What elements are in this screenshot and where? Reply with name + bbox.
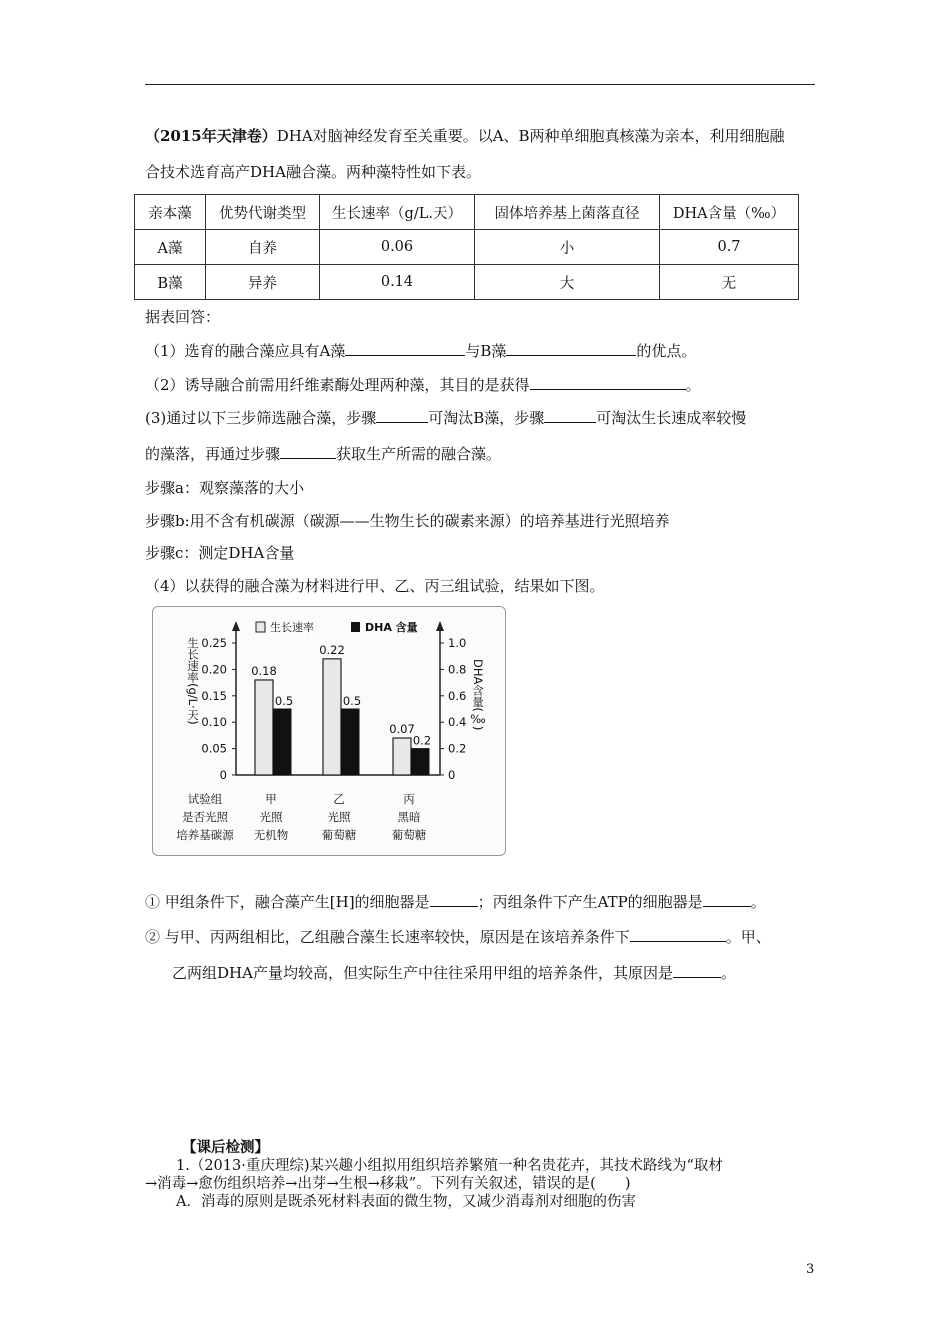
bar-dha-content [341, 709, 359, 775]
question-4: （4）以获得的融合藻为材料进行甲、乙、丙三组试验，结果如下图。 [145, 577, 605, 595]
category-label: 葡萄糖 [321, 828, 357, 842]
table-row [135, 265, 799, 300]
homework-q1-line-2: →消毒→愈伤组织培养→出芽→生根→移栽”。下列有关叙述，错误的是( ) [145, 1176, 631, 1192]
sub-question-1 [145, 891, 766, 912]
table-cell: 小 [475, 230, 660, 265]
q1-text-c: 的优点。 [636, 342, 697, 360]
table-cell: 0.14 [320, 265, 475, 300]
page-number: 3 [806, 1262, 815, 1277]
table-header-cell: 固体培养基上菌落直径 [475, 195, 660, 230]
answer-blank[interactable] [630, 926, 726, 942]
bar-value-label: 0.5 [274, 694, 294, 708]
sub2-text-c: 乙两组DHA产量均较高，但实际生产中往往采用甲组的培养条件，其原因是 [172, 964, 673, 982]
q3-text-e: 获取生产所需的融合藻。 [336, 445, 502, 463]
y-axis-title-right: DHA含量(‰) [471, 659, 485, 731]
row-label: 是否光照 [182, 810, 228, 824]
question-3-line-2 [145, 443, 501, 464]
category-label: 甲 [265, 792, 277, 806]
table-cell: 无 [660, 265, 799, 300]
y-tick-label-left: 0.15 [201, 688, 227, 703]
row-label: 试验组 [187, 792, 223, 806]
legend-label-dha: DHA 含量 [365, 621, 418, 634]
bar-value-label: 0.5 [342, 694, 362, 708]
bar-value-label: 0.18 [251, 663, 277, 678]
category-label: 乙 [333, 792, 345, 806]
q1-text-b: 与B藻 [465, 342, 507, 360]
y-tick-label-right: 0.2 [448, 741, 467, 756]
q2-text-a: （2）诱导融合前需用纤维素酶处理两种藻，其目的是获得 [145, 376, 530, 394]
y-tick-label-right: 1.0 [448, 636, 467, 650]
y-axis-title-left: 生长速率(g/L·天) [186, 637, 200, 725]
intro-text: DHA对脑神经发育至关重要。以A、B两种单细胞真核藻为亲本，利用细胞融 [276, 127, 785, 145]
q3-text-d: 的藻落，再通过步骤 [145, 445, 281, 463]
q1-text-a: （1）选育的融合藻应具有A藻 [145, 342, 346, 360]
sub1-text-b: ；丙组条件下产生ATP的细胞器是 [477, 893, 703, 911]
homework-title: 【课后检测】 [182, 1139, 269, 1156]
category-label: 丙 [403, 792, 415, 806]
sub1-text-a: ① 甲组条件下，融合藻产生[H]的细胞器是 [145, 893, 430, 911]
step-b: 步骤b:用不含有机碳源（碳源——生物生长的碳素来源）的培养基进行光照培养 [145, 512, 670, 530]
homework-option-a: A．消毒的原则是既杀死材料表面的微生物，又减少消毒剂对细胞的伤害 [176, 1194, 636, 1210]
sub-question-2-line-2 [172, 962, 736, 983]
answer-prompt: 据表回答： [145, 308, 221, 326]
right-axis-arrow [436, 621, 444, 631]
answer-blank[interactable] [280, 443, 336, 459]
answer-blank[interactable] [506, 340, 636, 356]
chart-frame [152, 606, 506, 856]
sub2-text-b: 。甲、 [725, 928, 771, 946]
category-label: 光照 [327, 810, 351, 824]
table-header-cell: 生长速率（g/L.天） [320, 195, 475, 230]
table-cell: 异养 [206, 265, 320, 300]
intro-line-2: 合技术选育高产DHA融合藻。两种藻特性如下表。 [145, 163, 481, 181]
table-cell: B藻 [135, 265, 206, 300]
sub-question-2-line-1 [145, 926, 771, 947]
sub2-text-a: ② 与甲、丙两组相比，乙组融合藻生长速率较快，原因是在该培养条件下 [145, 928, 630, 946]
table-cell: 0.06 [320, 230, 475, 265]
y-tick-label-left: 0.25 [201, 636, 227, 650]
answer-blank[interactable] [430, 891, 478, 907]
y-tick-label-right: 0 [448, 768, 456, 782]
q3-text-b: 可淘汰B藻，步骤 [428, 409, 545, 427]
table-cell: 自养 [206, 230, 320, 265]
table-header-cell: DHA含量（‰） [660, 195, 799, 230]
category-label: 黑暗 [397, 810, 421, 824]
y-tick-label-left: 0.20 [201, 662, 227, 677]
answer-blank[interactable] [345, 340, 465, 356]
table-header-cell: 优势代谢类型 [206, 195, 320, 230]
y-tick-label-left: 0.10 [201, 715, 227, 730]
q2-text-b: 。 [685, 376, 701, 394]
y-tick-label-left: 0 [219, 768, 227, 782]
answer-blank[interactable] [673, 962, 721, 978]
question-3-line-1 [145, 407, 746, 428]
bar-growth-rate [393, 738, 411, 775]
answer-blank[interactable] [544, 407, 596, 423]
table-row [135, 230, 799, 265]
traits-table [134, 194, 799, 300]
source-tag: （2015年天津卷） [145, 127, 277, 145]
category-label: 葡萄糖 [391, 828, 427, 842]
bar-growth-rate [255, 680, 273, 775]
bar-value-label: 0.2 [412, 733, 432, 748]
table-header-cell: 亲本藻 [135, 195, 206, 230]
answer-blank[interactable] [703, 891, 751, 907]
sub1-text-c: 。 [750, 893, 766, 911]
table-cell: A藻 [135, 230, 206, 265]
header-rule [145, 84, 815, 85]
sub2-text-d: 。 [720, 964, 736, 982]
y-tick-label-right: 0.6 [448, 688, 467, 703]
question-2 [145, 374, 701, 395]
bar-growth-rate [323, 659, 341, 775]
bar-dha-content [273, 709, 291, 775]
q3-text-c: 可淘汰生长速成率较慢 [596, 409, 747, 427]
row-label: 培养基碳源 [176, 828, 234, 842]
answer-blank[interactable] [530, 374, 686, 390]
bar-value-label: 0.07 [389, 722, 415, 737]
legend-swatch-growth [256, 622, 265, 632]
answer-blank[interactable] [376, 407, 428, 423]
homework-q1-line-1: 1.（2013·重庆理综)某兴趣小组拟用组织培养繁殖一种名贵花卉，其技术路线为“取材 [176, 1158, 723, 1174]
category-label: 无机物 [253, 828, 289, 842]
question-1 [145, 340, 696, 361]
y-tick-label-right: 0.8 [448, 662, 467, 677]
category-label: 光照 [259, 810, 283, 824]
legend-swatch-dha [351, 622, 360, 632]
left-axis-arrow [232, 621, 240, 631]
q3-text-a: (3)通过以下三步筛选融合藻，步骤 [145, 409, 377, 427]
y-tick-label-right: 0.4 [448, 715, 467, 730]
intro-line-1 [145, 126, 785, 146]
legend-label-growth: 生长速率 [270, 621, 314, 634]
table-header-row [135, 195, 799, 230]
bar-value-label: 0.22 [319, 642, 345, 657]
y-tick-label-left: 0.05 [201, 741, 227, 756]
bar-chart [153, 607, 505, 855]
bar-dha-content [411, 749, 429, 775]
step-a: 步骤a：观察藻落的大小 [145, 479, 304, 497]
table-cell: 大 [475, 265, 660, 300]
table-cell: 0.7 [660, 230, 799, 265]
step-c: 步骤c：测定DHA含量 [145, 544, 295, 562]
